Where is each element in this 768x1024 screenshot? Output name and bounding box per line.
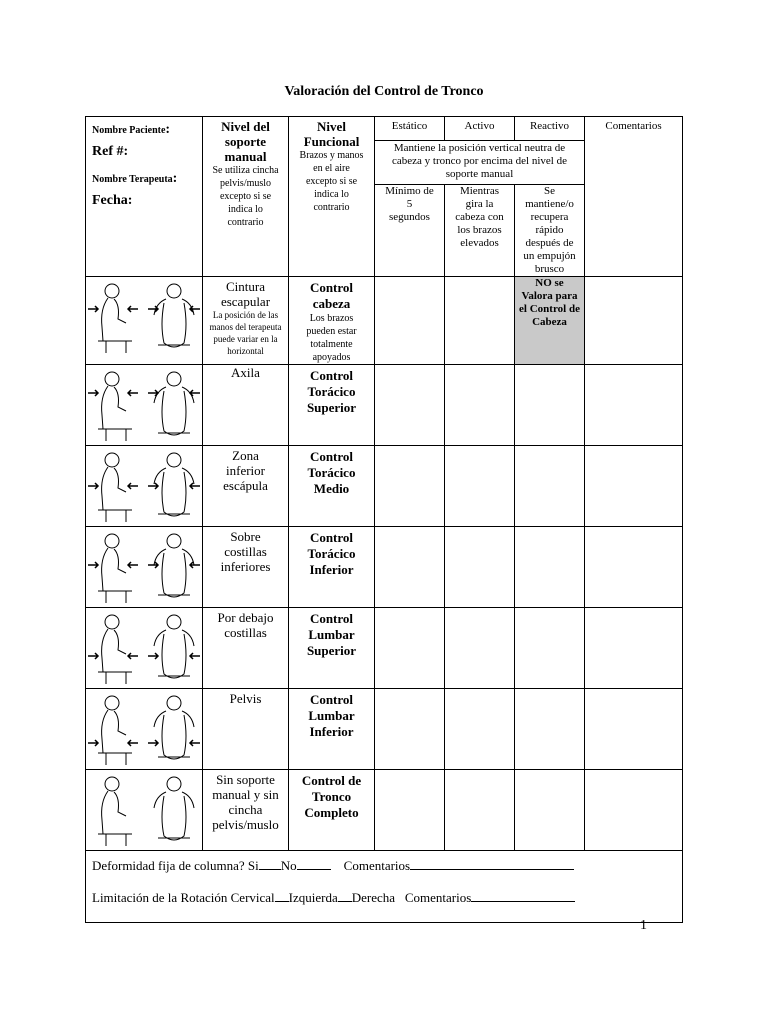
control-cell [289, 277, 375, 365]
region-label: Zona inferior escápula [223, 448, 268, 493]
comments-input[interactable] [585, 365, 683, 446]
rotation-left-label: Izquierda [288, 890, 338, 905]
control-label: Control Lumbar Superior [306, 611, 357, 658]
colon: : [172, 171, 178, 186]
comments-input[interactable] [585, 277, 683, 365]
figure-cell [86, 527, 203, 608]
support-level-header [203, 117, 289, 277]
control-cell [289, 527, 375, 608]
seated-child-figure-icon [86, 691, 202, 769]
reactive-input[interactable] [515, 608, 585, 689]
region-cell [203, 608, 289, 689]
seated-child-figure-icon [86, 610, 202, 688]
table-row [86, 446, 683, 527]
region-label: Sin soporte manual y sin cincha pelvis/muslo [212, 772, 279, 832]
control-label: Control Torácico Medio [307, 449, 356, 496]
deformity-no-label: No [280, 858, 297, 873]
deformity-comments-blank[interactable] [410, 857, 574, 870]
footer-cell [86, 851, 683, 923]
reactive-not-assessed: NO se Valora para el Control de Cabeza [515, 277, 585, 365]
active-note: Mientras gira la cabeza con los brazos elevados [445, 185, 515, 277]
static-input[interactable] [375, 277, 445, 365]
seated-child-figure-icon [86, 529, 202, 607]
comments-input[interactable] [585, 770, 683, 851]
comments-header: Comentarios [585, 117, 683, 277]
active-input[interactable] [445, 770, 515, 851]
comments-input[interactable] [585, 608, 683, 689]
figure-cell [86, 689, 203, 770]
deformity-yes-blank[interactable] [259, 857, 281, 870]
region-label: Axila [231, 365, 260, 380]
functional-level-note: Brazos y manos en el aire excepto si se indica lo contrario [299, 150, 364, 213]
region-cell [203, 770, 289, 851]
figure-cell [86, 446, 203, 527]
reactive-input[interactable] [515, 527, 585, 608]
figure-cell [86, 365, 203, 446]
static-input[interactable] [375, 608, 445, 689]
control-cell [289, 446, 375, 527]
reactive-input[interactable] [515, 446, 585, 527]
figure-cell [86, 770, 203, 851]
static-input[interactable] [375, 365, 445, 446]
region-label: Pelvis [229, 691, 262, 706]
rotation-comments-blank[interactable] [471, 889, 575, 902]
static-note: Mínimo de 5 segundos [375, 185, 445, 277]
page-number: 1 [640, 918, 647, 933]
region-label: Cintura escapular [220, 279, 271, 309]
control-cell [289, 365, 375, 446]
page-title: Valoración del Control de Tronco [284, 84, 484, 99]
control-cell [289, 608, 375, 689]
reactive-note: Se mantiene/o recupera rápido después de un empujón brusco [515, 185, 585, 277]
table-row [86, 770, 683, 851]
control-label: Control Lumbar Inferior [308, 692, 355, 739]
rotation-right-blank[interactable] [338, 889, 352, 902]
control-label: Control Torácico Inferior [307, 530, 356, 577]
static-input[interactable] [375, 446, 445, 527]
active-header: Activo [445, 117, 515, 141]
reactive-input[interactable] [515, 770, 585, 851]
comments-input[interactable] [585, 527, 683, 608]
region-cell [203, 527, 289, 608]
rotation-question: Limitación de la Rotación Cervical [92, 890, 275, 905]
deformity-no-blank[interactable] [297, 857, 331, 870]
rotation-left-blank[interactable] [275, 889, 289, 902]
deformity-question: Deformidad fija de columna? Si [92, 858, 259, 873]
seated-child-figure-icon [86, 772, 202, 850]
colon: : [165, 122, 171, 137]
deformity-line [92, 857, 676, 889]
shared-criteria-note: Mantiene la posición vertical neutra de cabeza y tronco por encima del nivel de soporte manual [375, 141, 585, 185]
support-level-note: Se utiliza cincha pelvis/muslo excepto si se indica lo contrario [212, 165, 279, 228]
table-row [86, 527, 683, 608]
patient-info-cell [86, 117, 203, 277]
active-input[interactable] [445, 527, 515, 608]
comments-input[interactable] [585, 689, 683, 770]
active-input[interactable] [445, 365, 515, 446]
assessment-table [85, 116, 683, 923]
active-input[interactable] [445, 689, 515, 770]
seated-child-figure-icon [86, 279, 202, 357]
control-cell [289, 770, 375, 851]
therapist-name-field[interactable] [92, 172, 202, 186]
control-label: Control cabeza [309, 280, 354, 311]
region-cell [203, 446, 289, 527]
table-row [86, 689, 683, 770]
reactive-input[interactable] [515, 365, 585, 446]
deformity-comments-label: Comentarios [343, 858, 411, 873]
static-input[interactable] [375, 770, 445, 851]
support-level-title: Nivel del soporte manual [221, 119, 270, 164]
rotation-comments-label: Comentarios [404, 890, 472, 905]
comments-input[interactable] [585, 446, 683, 527]
seated-child-figure-icon [86, 367, 202, 445]
static-input[interactable] [375, 689, 445, 770]
table-row [86, 608, 683, 689]
patient-name-label: Nombre Paciente [92, 125, 166, 136]
region-cell [203, 277, 289, 365]
static-input[interactable] [375, 527, 445, 608]
control-note: Los brazos pueden estar totalmente apoyados [306, 313, 357, 363]
static-header: Estático [375, 117, 445, 141]
active-input[interactable] [445, 277, 515, 365]
region-note: La posición de las manos del terapeuta puede variar en la horizontal [209, 310, 282, 356]
seated-child-figure-icon [86, 448, 202, 526]
control-cell [289, 689, 375, 770]
rotation-right-label: Derecha [351, 890, 396, 905]
region-cell [203, 689, 289, 770]
reactive-input[interactable] [515, 689, 585, 770]
table-row [86, 365, 683, 446]
patient-name-field[interactable] [92, 123, 202, 137]
region-label: Sobre costillas inferiores [220, 529, 271, 574]
active-input[interactable] [445, 446, 515, 527]
functional-level-title: Nivel Funcional [303, 119, 360, 149]
figure-cell [86, 277, 203, 365]
region-cell [203, 365, 289, 446]
active-input[interactable] [445, 608, 515, 689]
table-row [86, 277, 683, 365]
functional-level-header [289, 117, 375, 277]
rotation-line [92, 889, 676, 921]
control-label: Control Torácico Superior [306, 368, 357, 415]
date-field[interactable]: Fecha: [92, 193, 133, 208]
ref-field[interactable]: Ref #: [92, 144, 129, 159]
figure-cell [86, 608, 203, 689]
region-label: Por debajo costillas [217, 610, 274, 640]
reactive-header: Reactivo [515, 117, 585, 141]
control-label: Control de Tronco Completo [301, 773, 362, 820]
therapist-name-label: Nombre Terapeuta [92, 174, 173, 185]
